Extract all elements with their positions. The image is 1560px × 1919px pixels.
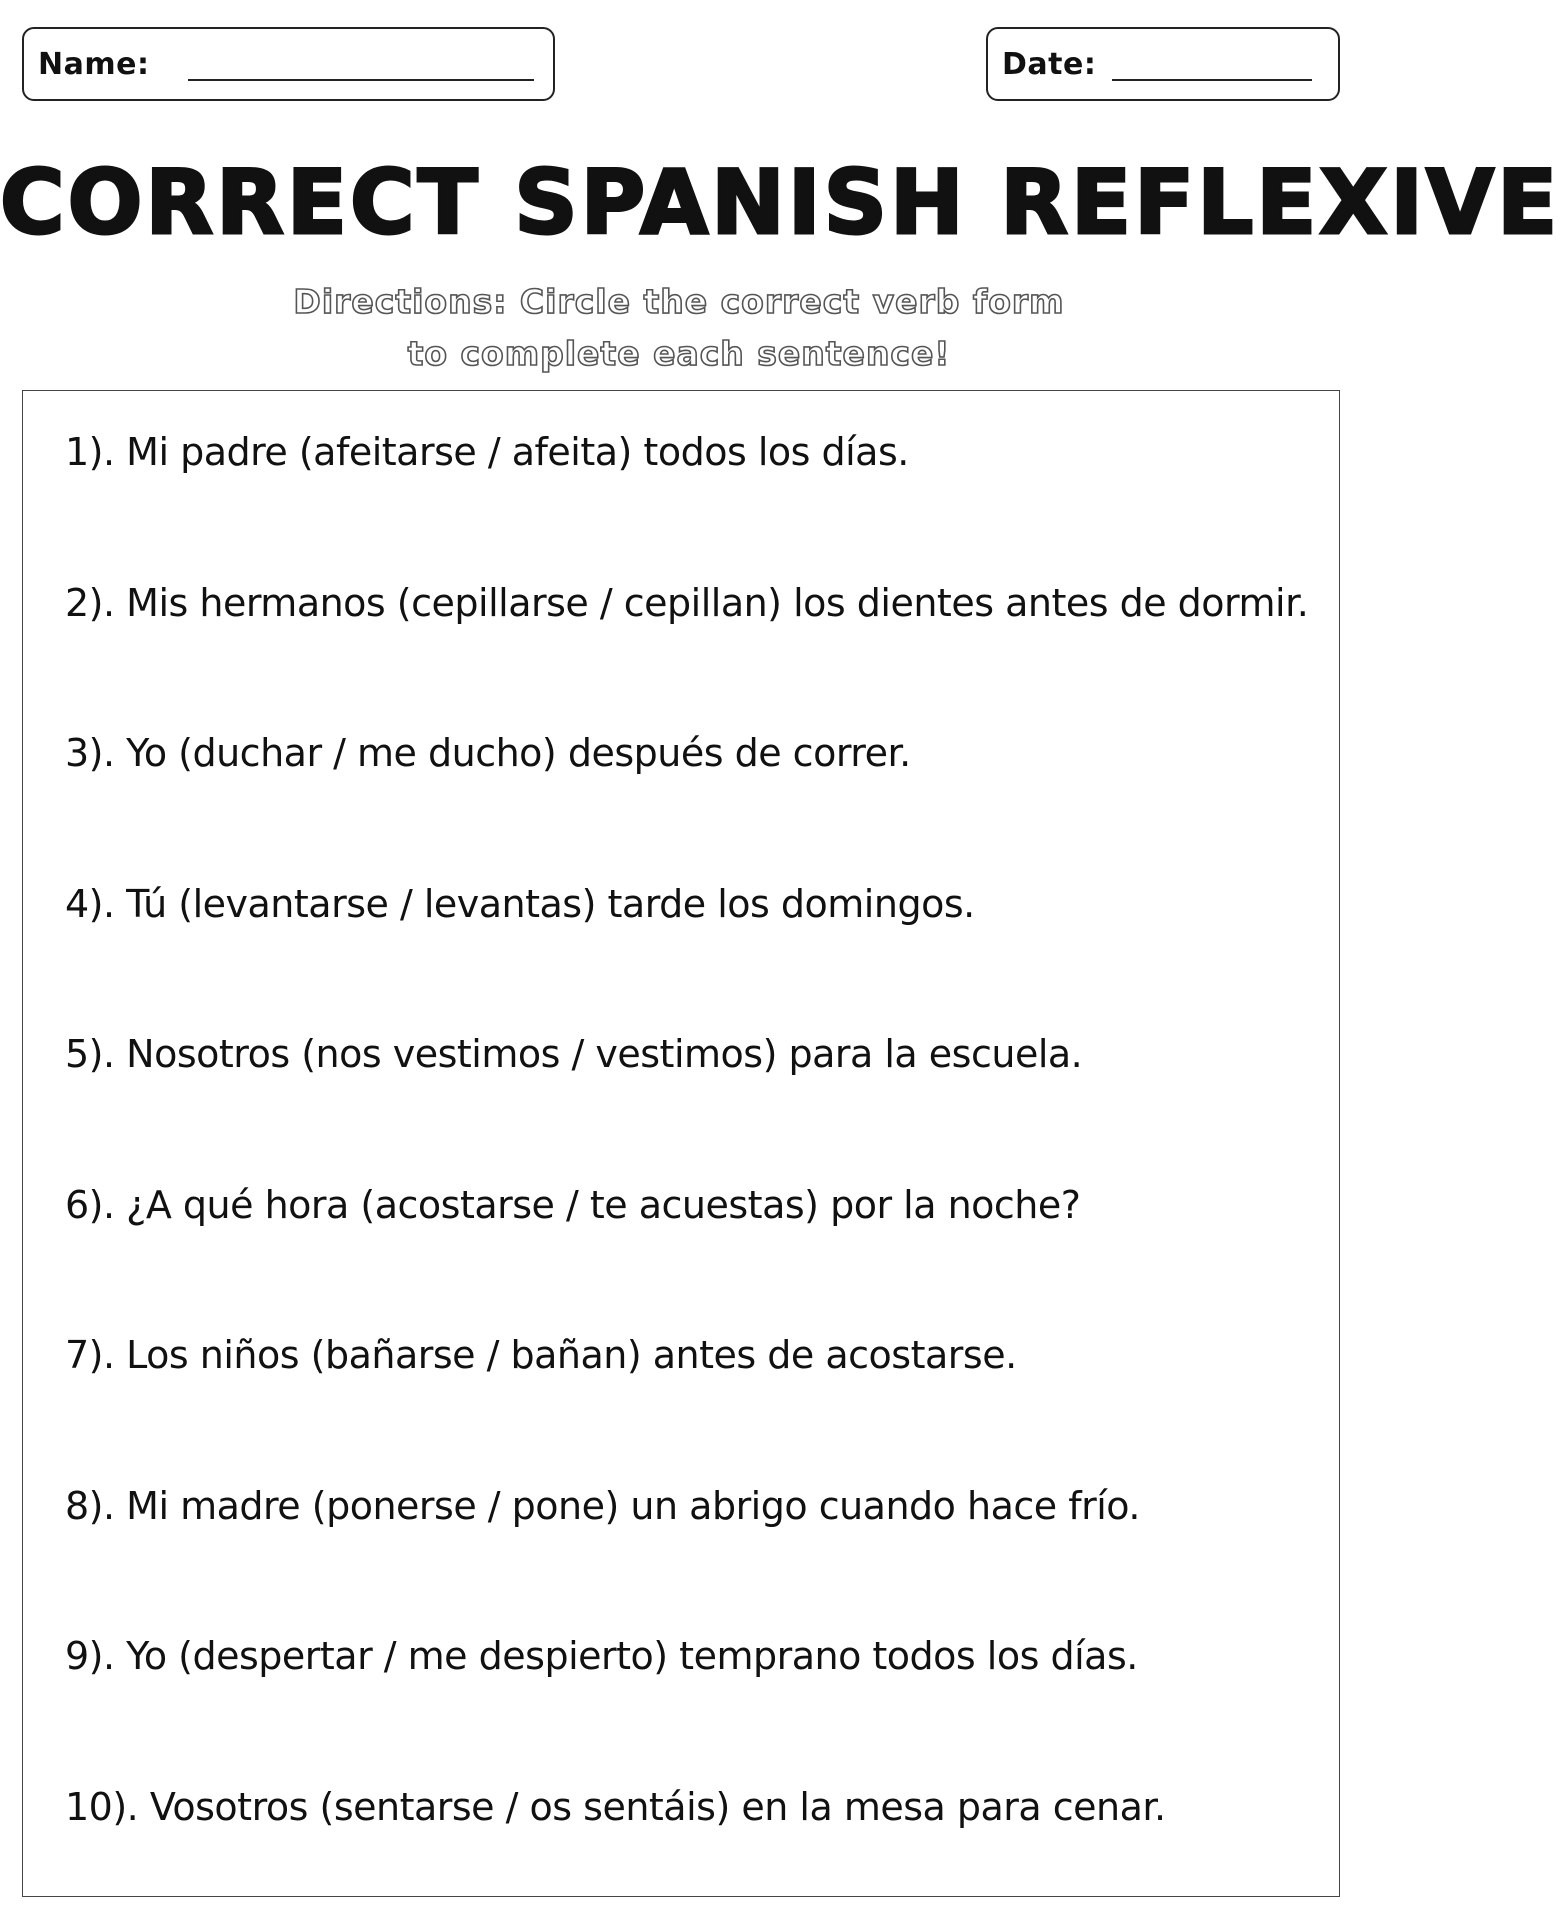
question-item: 1). Mi padre (afeitarse / afeita) todos los días. (65, 430, 909, 474)
question-item: 10). Vosotros (sentarse / os sentáis) en la mesa para cenar. (65, 1785, 1166, 1829)
question-item: 4). Tú (levantarse / levantas) tarde los domingos. (65, 882, 975, 926)
directions-line-2: to complete each sentence! (407, 334, 951, 373)
date-input-line[interactable] (1112, 79, 1312, 81)
question-item: 2). Mis hermanos (cepillarse / cepillan) los dientes antes de dormir. (65, 581, 1309, 625)
page-title: CORRECT SPANISH REFLEXIVE (0, 151, 1560, 254)
name-label: Name: (38, 46, 150, 82)
question-item: 5). Nosotros (nos vestimos / vestimos) para la escuela. (65, 1032, 1083, 1076)
question-item: 6). ¿A qué hora (acostarse / te acuestas) por la noche? (65, 1183, 1081, 1227)
question-list (22, 390, 1340, 1897)
date-field[interactable] (986, 27, 1340, 101)
name-input-line[interactable] (188, 79, 534, 81)
question-item: 3). Yo (duchar / me ducho) después de correr. (65, 731, 911, 775)
question-item: 9). Yo (despertar / me despierto) temprano todos los días. (65, 1634, 1138, 1678)
date-label: Date: (1002, 46, 1097, 82)
directions (0, 276, 1358, 380)
question-item: 8). Mi madre (ponerse / pone) un abrigo cuando hace frío. (65, 1484, 1140, 1528)
name-field[interactable] (22, 27, 555, 101)
directions-line-1: Directions: Circle the correct verb form (293, 282, 1065, 321)
question-item: 7). Los niños (bañarse / bañan) antes de acostarse. (65, 1333, 1017, 1377)
